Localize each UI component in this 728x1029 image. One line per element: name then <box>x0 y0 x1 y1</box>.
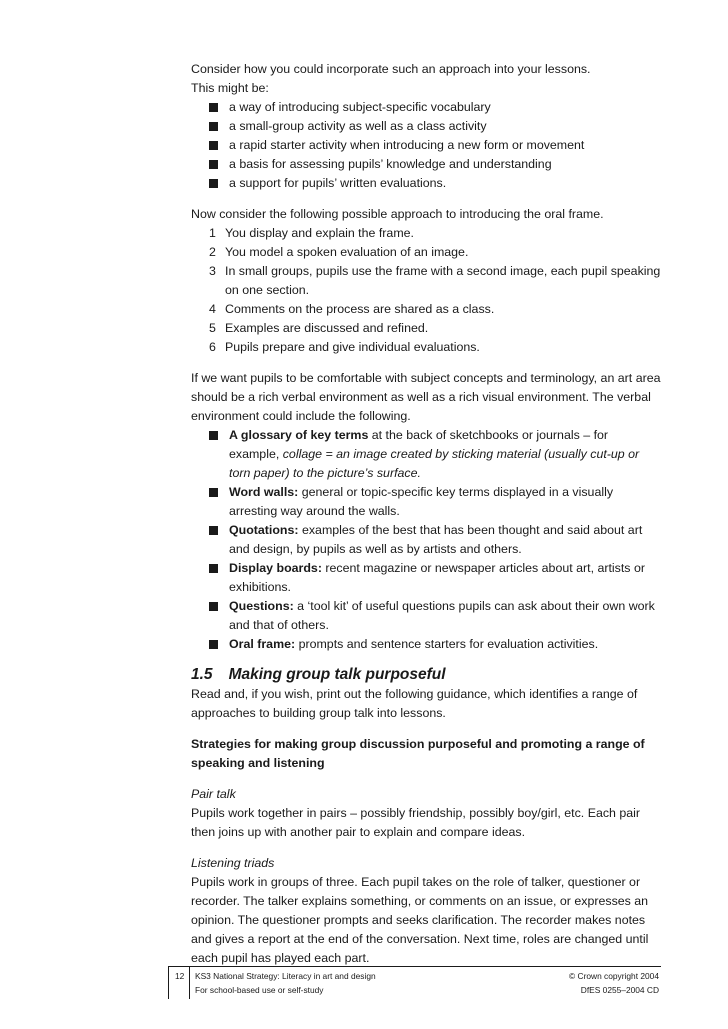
list-item <box>191 635 661 654</box>
environment-lead: If we want pupils to be comfortable with subject concepts and terminology, an art area should be a rich verbal environment as well as a rich visual environment. The verbal environment could include the following. <box>191 371 661 423</box>
listening-triads-title: Listening triads <box>191 856 275 870</box>
list-item <box>191 262 661 300</box>
intro-bullet-list <box>191 98 661 193</box>
list-item <box>191 338 661 357</box>
footer-title: KS3 National Strategy: Literacy in art and design <box>195 971 376 981</box>
item-term: Questions: <box>229 599 294 613</box>
approach-steps <box>191 224 661 357</box>
list-item: a small-group activity as well as a class activity <box>191 117 661 136</box>
section-lead: Read and, if you wish, print out the following guidance, which identifies a range of approaches to building group talk into lessons. <box>191 687 638 720</box>
intro-line-1: Consider how you could incorporate such an approach into your lessons. <box>191 62 591 76</box>
list-item <box>191 483 661 521</box>
section-title: Making group talk purposeful <box>228 666 446 683</box>
list-item <box>191 521 661 559</box>
item-text: examples of the best that has been thought and said about art and design, by pupils as well as by artists and others. <box>229 523 643 556</box>
environment-list <box>191 426 661 654</box>
section-number: 1.5 <box>191 666 213 683</box>
step-text: You display and explain the frame. <box>225 226 414 240</box>
item-text: prompts and sentence starters for evaluation activities. <box>295 637 599 651</box>
step-text: Pupils prepare and give individual evaluations. <box>225 340 480 354</box>
step-number: 3 <box>209 264 216 278</box>
step-text: Comments on the process are shared as a class. <box>225 302 495 316</box>
step-number: 1 <box>209 226 216 240</box>
pair-talk-title: Pair talk <box>191 787 236 801</box>
section-heading <box>191 664 661 685</box>
list-item <box>191 224 661 243</box>
footer-reference: DfES 0255–2004 CD <box>580 985 659 995</box>
list-item <box>191 319 661 338</box>
intro-line-2: This might be: <box>191 81 269 95</box>
list-item: a rapid starter activity when introducing a new form or movement <box>191 136 661 155</box>
step-text: Examples are discussed and refined. <box>225 321 429 335</box>
item-example: collage = an image created by sticking material (usually cut-up or torn paper) to the picture’s surface. <box>229 447 640 480</box>
item-term: A glossary of key terms <box>229 428 369 442</box>
step-text: In small groups, pupils use the frame with a second image, each pupil speaking on one section. <box>225 264 661 297</box>
footer-copyright: © Crown copyright 2004 <box>569 971 659 981</box>
list-item: a basis for assessing pupils’ knowledge and understanding <box>191 155 661 174</box>
strategies-heading: Strategies for making group discussion purposeful and promoting a range of speaking and listening <box>191 737 645 770</box>
page-footer <box>168 966 661 999</box>
item-term: Display boards: <box>229 561 322 575</box>
step-number: 5 <box>209 321 216 335</box>
footer-usage: For school-based use or self-study <box>195 985 324 995</box>
item-text: general or topic-specific key terms displayed in a visually arresting way around the walls. <box>229 485 614 518</box>
item-text: at the back of sketchbooks or journals – for example, <box>229 428 609 461</box>
step-text: You model a spoken evaluation of an image. <box>225 245 469 259</box>
step-number: 6 <box>209 340 216 354</box>
page-number: 12 <box>175 971 185 981</box>
step-number: 4 <box>209 302 216 316</box>
document-body <box>191 60 661 968</box>
list-item <box>191 597 661 635</box>
list-item <box>191 300 661 319</box>
item-term: Word walls: <box>229 485 299 499</box>
list-item: a way of introducing subject-specific vocabulary <box>191 98 661 117</box>
item-term: Oral frame: <box>229 637 296 651</box>
footer-divider <box>189 967 190 999</box>
item-text: recent magazine or newspaper articles about art, artists or exhibitions. <box>229 561 645 594</box>
item-text: a ‘tool kit’ of useful questions pupils can ask about their own work and that of others. <box>229 599 655 632</box>
listening-triads-text: Pupils work in groups of three. Each pupil takes on the role of talker, questioner or recorder. The talker explains something, or comments on an issue, or expresses an opinion. The questioner prompts and seeks clarification. The recorder makes notes and gives a report at the end of the conversation. Next time, roles are changed until each pupil has played each part. <box>191 875 649 965</box>
approach-lead: Now consider the following possible approach to introducing the oral frame. <box>191 207 604 221</box>
step-number: 2 <box>209 245 216 259</box>
list-item <box>191 243 661 262</box>
list-item <box>191 559 661 597</box>
list-item <box>191 426 661 483</box>
list-item: a support for pupils’ written evaluations. <box>191 174 661 193</box>
pair-talk-text: Pupils work together in pairs – possibly friendship, possibly boy/girl, etc. Each pair then joins up with another pair to explain and compare ideas. <box>191 806 641 839</box>
item-term: Quotations: <box>229 523 299 537</box>
